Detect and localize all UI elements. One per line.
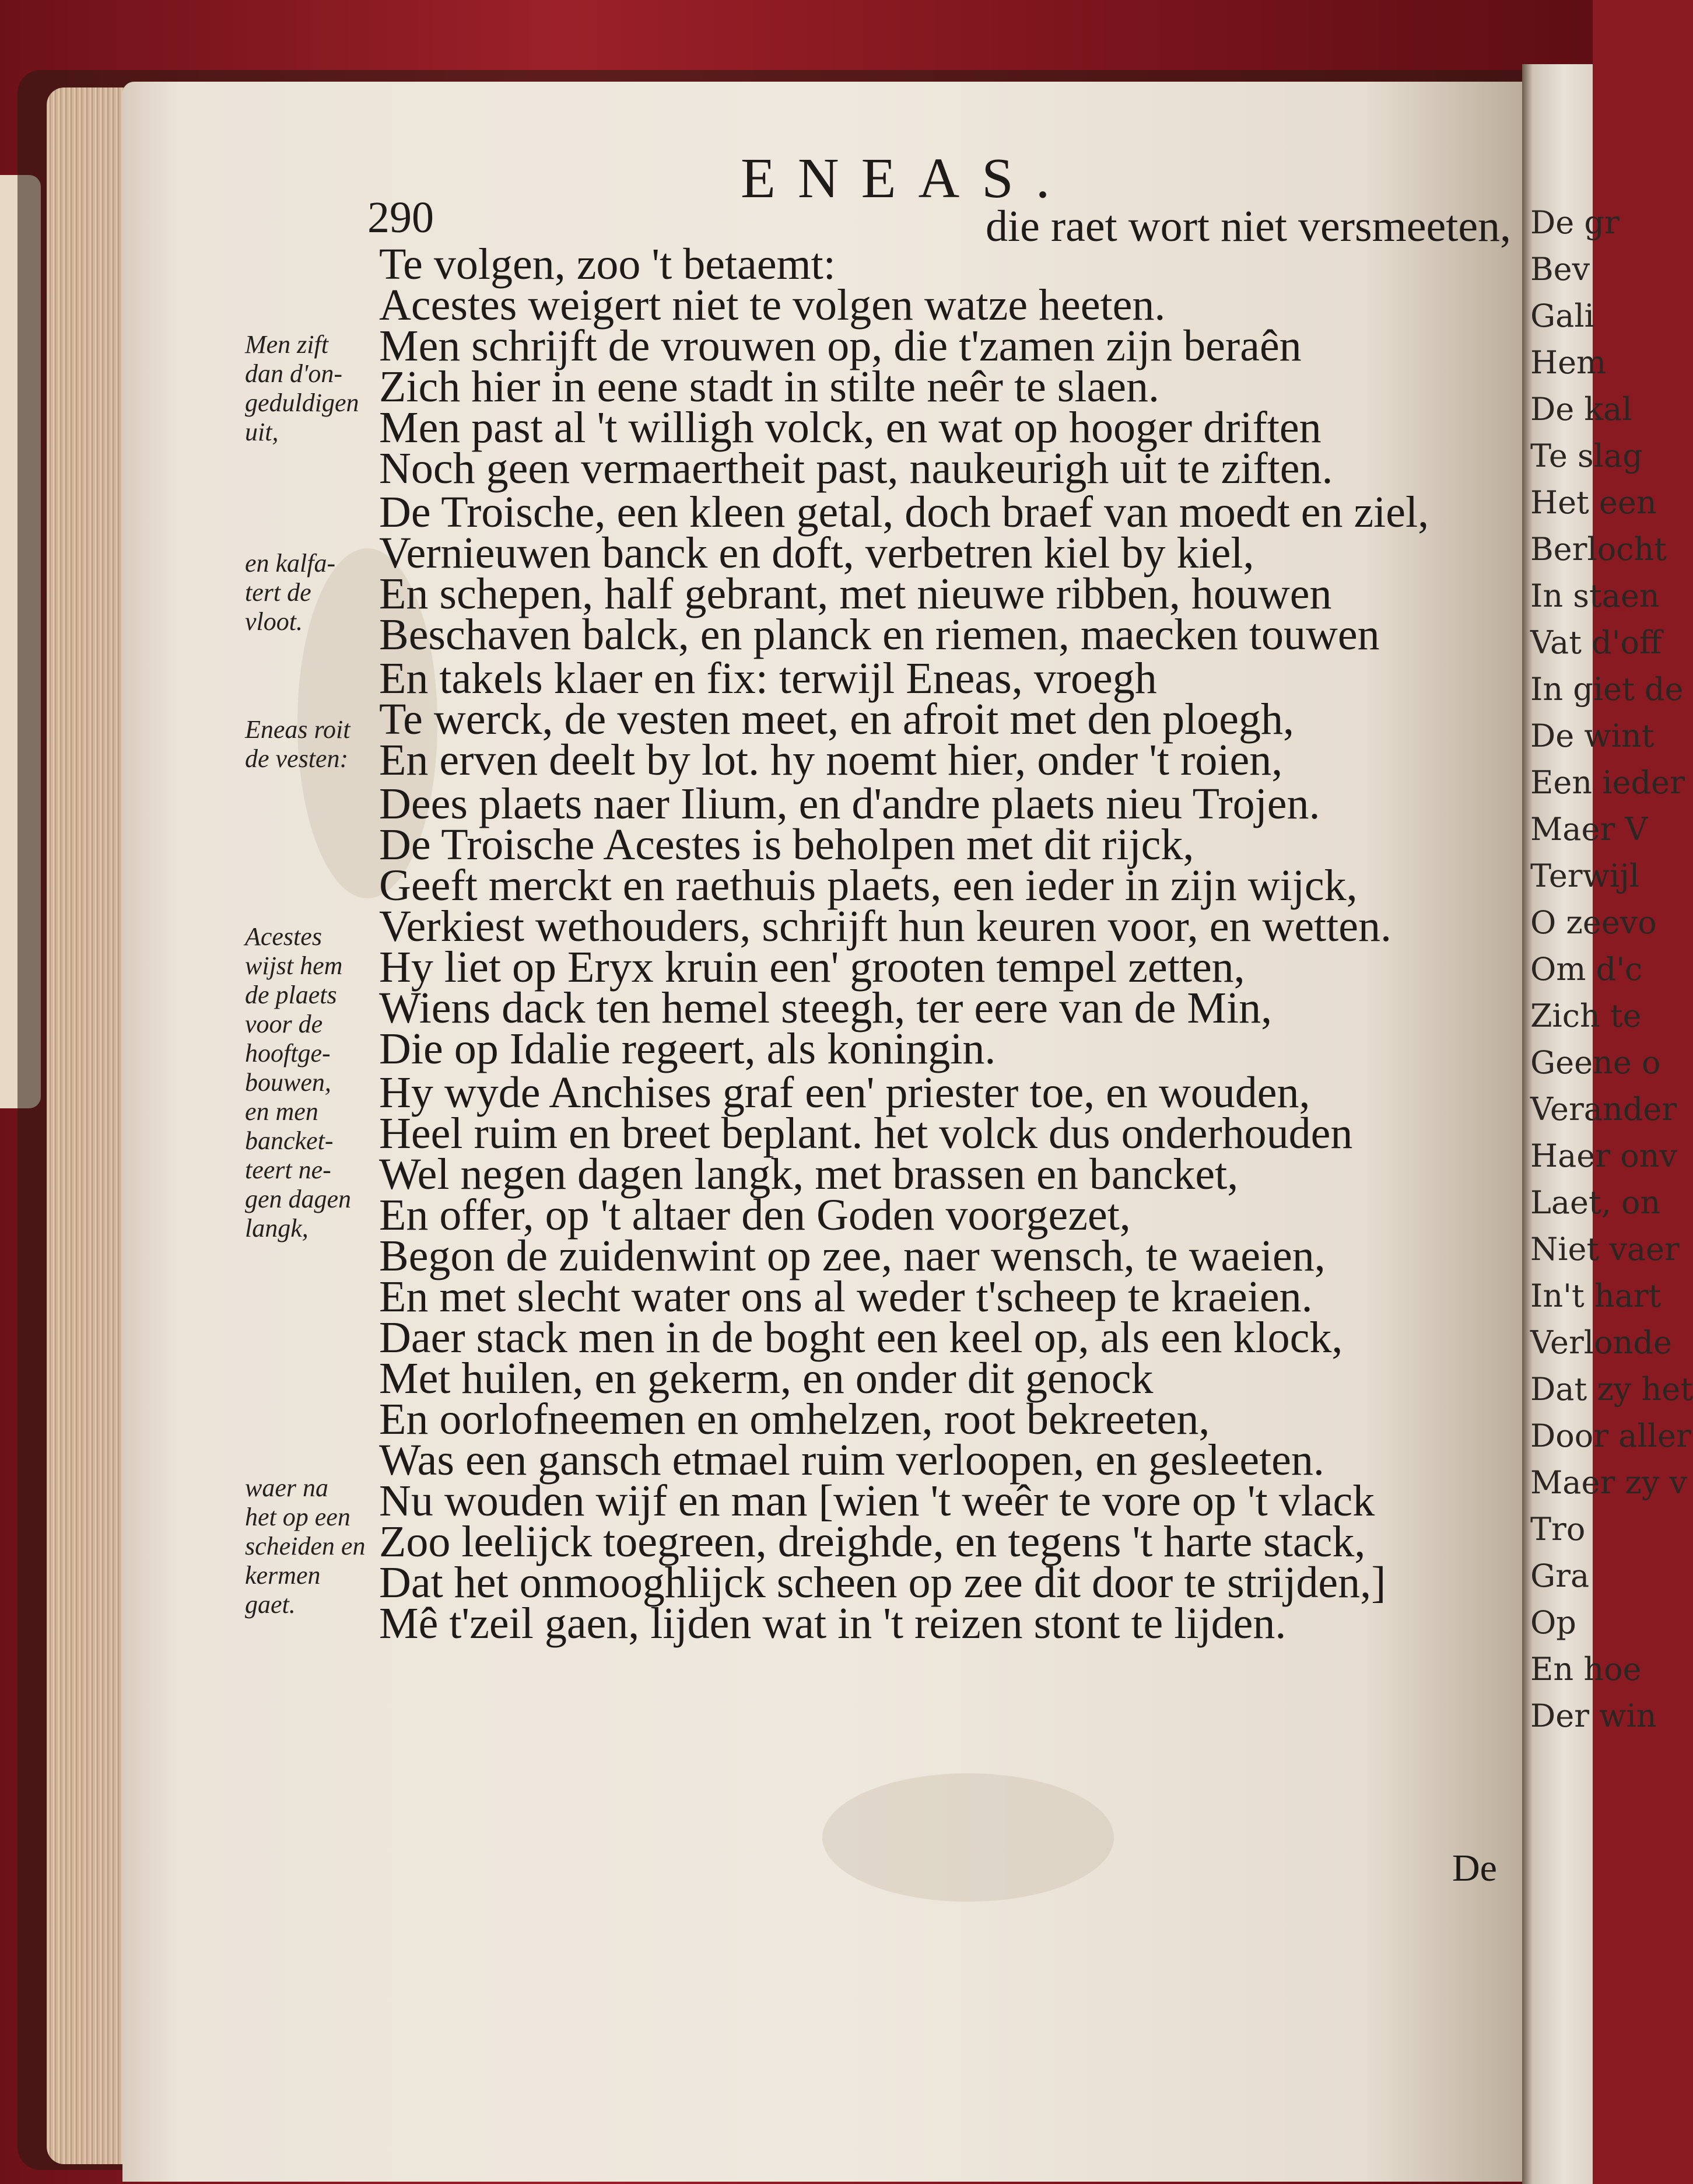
verse-line: Die op Idalie regeert, als koningin.: [379, 1024, 996, 1073]
margin-note: Acestes: [245, 922, 322, 951]
verse-line: Beschaven balck, en planck en riemen, maecken touwen: [379, 610, 1380, 659]
margin-note: hooftge-: [245, 1039, 331, 1068]
margin-note: bouwen,: [245, 1068, 331, 1097]
facing-line: Dat zy het: [1530, 1371, 1693, 1408]
margin-note: langk,: [245, 1214, 309, 1242]
facing-line: Haer onv: [1530, 1138, 1678, 1174]
margin-note: tert de: [245, 578, 311, 607]
margin-note: wijst hem: [245, 951, 343, 980]
facing-line: Zich te: [1530, 998, 1642, 1034]
facing-line: Maer zy v: [1530, 1464, 1688, 1501]
facing-line: In staen: [1530, 578, 1660, 614]
facing-line: Gali: [1530, 298, 1594, 334]
facing-line: De wint: [1530, 718, 1655, 754]
verse-line: Dees plaets naer Ilium, en d'andre plaets nieu Trojen.: [379, 779, 1320, 828]
margin-note: scheiden en: [245, 1532, 366, 1560]
verse-line: Te volgen, zoo 't betaemt:: [379, 240, 836, 289]
facing-line: Hem: [1530, 344, 1607, 381]
verse-line: Mê t'zeil gaen, lijden wat in 't reizen stont te lijden.: [379, 1599, 1287, 1648]
verse-line: Verkiest wethouders, schrijft hun keuren voor, en wetten.: [379, 902, 1392, 951]
margin-note: dan d'on-: [245, 359, 343, 388]
margin-note: voor de: [245, 1010, 323, 1038]
facing-line: Maer V: [1530, 811, 1648, 848]
margin-note: het op een: [245, 1503, 350, 1531]
facing-line: Een ieder: [1530, 764, 1685, 801]
facing-line: Niet vaer: [1530, 1231, 1680, 1268]
margin-note: Eneas roit: [245, 715, 350, 744]
margin-note: Men zift: [245, 330, 328, 359]
margin-note: de plaets: [245, 981, 337, 1009]
margin-note: en kalfa-: [245, 549, 336, 578]
margin-note: vloot.: [245, 607, 303, 636]
verse-line: Heel ruim en breet beplant. het volck dus onderhouden: [379, 1109, 1353, 1158]
running-header: ENEAS.: [741, 147, 1072, 210]
margin-note: waer na: [245, 1474, 328, 1502]
page-number: 290: [367, 193, 434, 242]
verse-line: En schepen, half gebrant, met nieuwe ribben, houwen: [379, 569, 1332, 618]
facing-line: O zeevo: [1530, 904, 1657, 941]
verse-line: En oorlofneemen en omhelzen, root bekreeten,: [379, 1395, 1210, 1444]
facing-line: Om d'c: [1530, 951, 1643, 988]
verse-line: Wiens dack ten hemel steegh, ter eere van de Min,: [379, 984, 1273, 1032]
facing-line: In't hart: [1530, 1278, 1662, 1314]
margin-note: uit,: [245, 418, 279, 446]
verse-line: Dat het onmooghlijck scheen op zee dit door te strijden,]: [379, 1558, 1386, 1607]
facing-line: Gra: [1530, 1558, 1590, 1594]
verse-line: Zoo leelijck toegreen, dreighde, en tegens 't harte stack,: [379, 1517, 1366, 1566]
verse-line: Begon de zuidenwint op zee, naer wensch, te waeien,: [379, 1231, 1326, 1280]
facing-line: Verander: [1530, 1091, 1677, 1128]
verse-line: De Troische Acestes is beholpen met dit rijck,: [379, 820, 1194, 869]
verse-line: Men past al 't willigh volck, en wat op hooger driften: [379, 403, 1322, 452]
facing-line: De gr: [1530, 204, 1620, 241]
verse-line: Met huilen, en gekerm, en onder dit genock: [379, 1354, 1154, 1403]
facing-line: Geene o: [1530, 1044, 1661, 1081]
facing-line: En hoe: [1530, 1651, 1642, 1688]
verse-line: Noch geen vermaertheit past, naukeurigh uit te ziften.: [379, 444, 1333, 493]
margin-note: geduldigen: [245, 388, 359, 417]
paper-stain: [822, 1773, 1114, 1902]
facing-line: Laet, on: [1530, 1184, 1661, 1221]
margin-note: gaet.: [245, 1590, 296, 1619]
facing-page: [1522, 64, 1693, 2184]
verse-line: die raet wort niet versmeeten,: [986, 202, 1512, 251]
facing-line: In giet de: [1530, 671, 1684, 708]
verse-line: Daer stack men in de boght een keel op, als een klock,: [379, 1313, 1343, 1362]
verse-line: Was een gansch etmael ruim verloopen, en gesleeten.: [379, 1436, 1324, 1485]
verse-line: En erven deelt by lot. hy noemt hier, onder 't roien,: [379, 736, 1283, 785]
verse-line: En offer, op 't altaer den Goden voorgezet,: [379, 1191, 1131, 1240]
catchword: De: [1452, 1847, 1497, 1889]
facing-line: De kal: [1530, 391, 1632, 428]
verse-line: Zich hier in eene stadt in stilte neêr te slaen.: [379, 362, 1159, 411]
facing-line: Op: [1530, 1604, 1576, 1641]
facing-line: Vat d'off: [1530, 624, 1662, 661]
verse-line: Te werck, de vesten meet, en afroit met den ploegh,: [379, 695, 1294, 744]
margin-note: gen dagen: [245, 1185, 352, 1213]
verse-line: Geeft merckt en raethuis plaets, een ieder in zijn wijck,: [379, 861, 1358, 910]
facing-line: Het een: [1530, 484, 1657, 521]
verse-line: Hy wyde Anchises graf een' priester toe, en wouden,: [379, 1068, 1310, 1117]
facing-line: Door aller: [1530, 1418, 1691, 1454]
verse-line: Wel negen dagen langk, met brassen en bancket,: [379, 1150, 1239, 1199]
verse-line: Vernieuwen banck en doft, verbetren kiel by kiel,: [379, 528, 1254, 578]
facing-line: Der win: [1530, 1698, 1657, 1734]
verse-line: De Troische, een kleen getal, doch braef van moedt en ziel,: [379, 488, 1429, 537]
margin-note: kermen: [245, 1561, 321, 1590]
facing-line: Terwijl: [1530, 858, 1640, 894]
verse-line: En met slecht water ons al weder t'scheep te kraeien.: [379, 1272, 1313, 1321]
facing-line: Bev: [1530, 251, 1590, 288]
facing-line: Verlonde: [1530, 1324, 1672, 1361]
verse-line: Nu wouden wijf en man [wien 't weêr te vore op 't vlack: [379, 1476, 1375, 1525]
verse-line: En takels klaer en fix: terwijl Eneas, vroegh: [379, 654, 1157, 703]
facing-line: Tro: [1530, 1511, 1586, 1548]
margin-note: en men: [245, 1097, 318, 1126]
verse-line: Hy liet op Eryx kruin een' grooten tempel zetten,: [379, 943, 1245, 992]
margin-note: de vesten:: [245, 744, 349, 773]
verse-line: Men schrijft de vrouwen op, die t'zamen zijn beraên: [379, 321, 1302, 370]
margin-note: teert ne-: [245, 1156, 331, 1184]
facing-line: Te slag: [1530, 438, 1643, 474]
facing-line: Berlocht: [1530, 531, 1667, 568]
verse-line: Acestes weigert niet te volgen watze heeten.: [379, 281, 1166, 330]
margin-note: bancket-: [245, 1126, 334, 1155]
